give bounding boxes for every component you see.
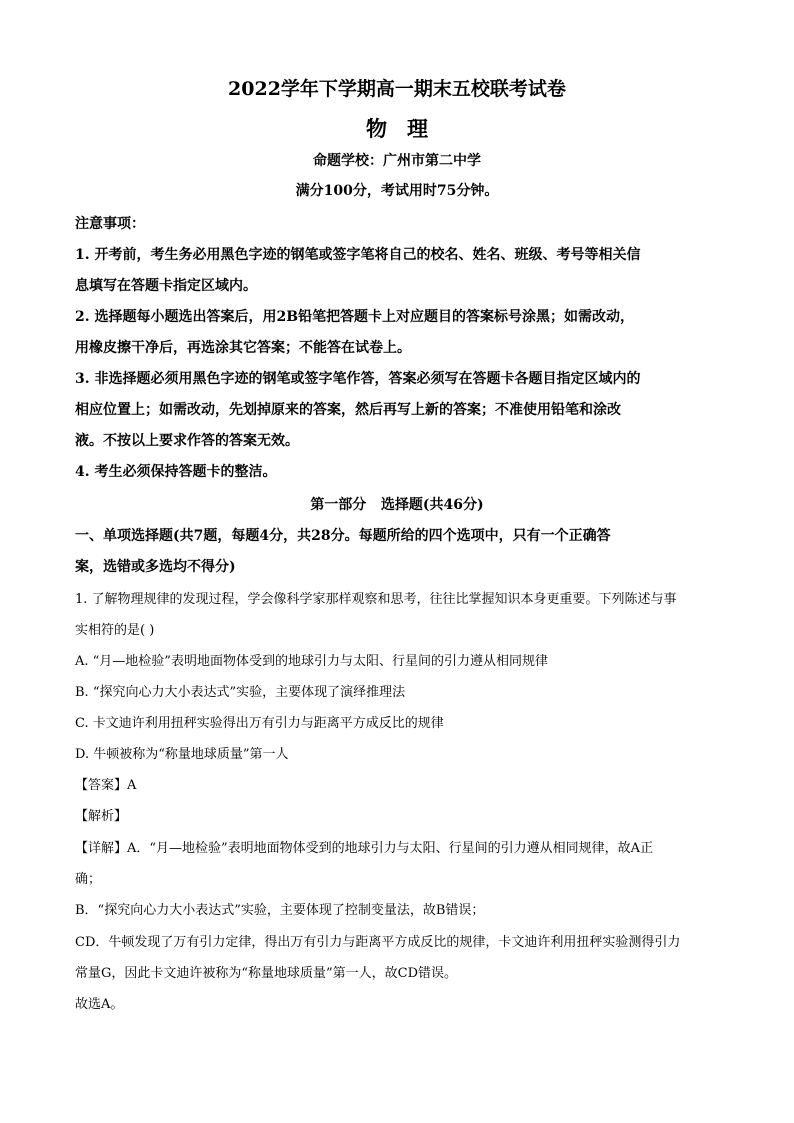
notice-heading: 注意事项： <box>75 216 145 232</box>
detail-line: B．“探究向心力大小表达式”实验，主要体现了控制变量法，故B错误； <box>75 903 485 918</box>
detail-line: CD．牛顿发现了万有引力定律，得出万有引力与距离平方成反比的规律，卡文迪许利用扭秤实验测得引力 <box>75 935 681 950</box>
option-a: A. “月—地检验”表明地面物体受到的地球引力与太阳、行星间的引力遵从相同规律 <box>75 654 548 669</box>
notice-line: 息填写在答题卡指定区域内。 <box>75 278 257 294</box>
question-stem: 1. 了解物理规律的发现过程，学会像科学家那样观察和思考，往往比掌握知识本身更重要。下列陈述与事 <box>75 592 677 607</box>
exam-title: 2022学年下学期高一期末五校联考试卷 <box>228 78 566 100</box>
notice-line: 液。不按以上要求作答的答案无效。 <box>75 433 299 449</box>
detail-line: 常量G，因此卡文迪许被称为“称量地球质量”第一人，故CD错误。 <box>75 966 458 981</box>
notice-line: 4. 考生必须保持答题卡的整洁。 <box>75 464 277 480</box>
section-instruction: 一、单项选择题(共7题，每题4分，共28分。每题所给的四个选项中，只有一个正确答 <box>75 528 611 544</box>
section-instruction: 案，选错或多选均不得分) <box>75 559 236 575</box>
notice-line: 2. 选择题每小题选出答案后，用2B铅笔把答题卡上对应题目的答案标号涂黑；如需改动， <box>75 309 635 325</box>
analysis-label: 【解析】 <box>75 809 128 824</box>
notice-line: 1. 开考前，考生务必用黑色字迹的钢笔或签字笔将自己的校名、姓名、班级、考号等相关信 <box>75 247 641 263</box>
detail-line: 【详解】A．“月—地检验”表明地面物体受到的地球引力与太阳、行星间的引力遵从相同规律，故A正 <box>75 841 654 856</box>
answer-label: 【答案】A <box>75 778 137 793</box>
option-c: C. 卡文迪许利用扭秤实验得出万有引力与距离平方成反比的规律 <box>75 716 444 731</box>
part-title: 第一部分 选择题(共46分) <box>310 497 484 513</box>
notice-line: 3. 非选择题必须用黑色字迹的钢笔或签字笔作答，答案必须写在答题卡各题目指定区域内的 <box>75 371 641 387</box>
subject-title: 物理 <box>366 116 448 141</box>
setter-school: 命题学校：广州市第二中学 <box>313 153 481 169</box>
notice-line: 相应位置上；如需改动，先划掉原来的答案，然后再写上新的答案；不准使用铅笔和涂改 <box>75 402 621 418</box>
option-b: B. “探究向心力大小表达式”实验，主要体现了演绎推理法 <box>75 685 406 700</box>
detail-line: 故选A。 <box>75 997 124 1012</box>
notice-line: 用橡皮擦干净后，再选涂其它答案；不能答在试卷上。 <box>75 340 411 356</box>
detail-line: 确； <box>75 872 102 887</box>
score-info: 满分100分，考试用时75分钟。 <box>295 183 499 199</box>
question-stem: 实相符的是( ) <box>75 623 155 638</box>
option-d: D. 牛顿被称为“称量地球质量”第一人 <box>75 747 289 762</box>
